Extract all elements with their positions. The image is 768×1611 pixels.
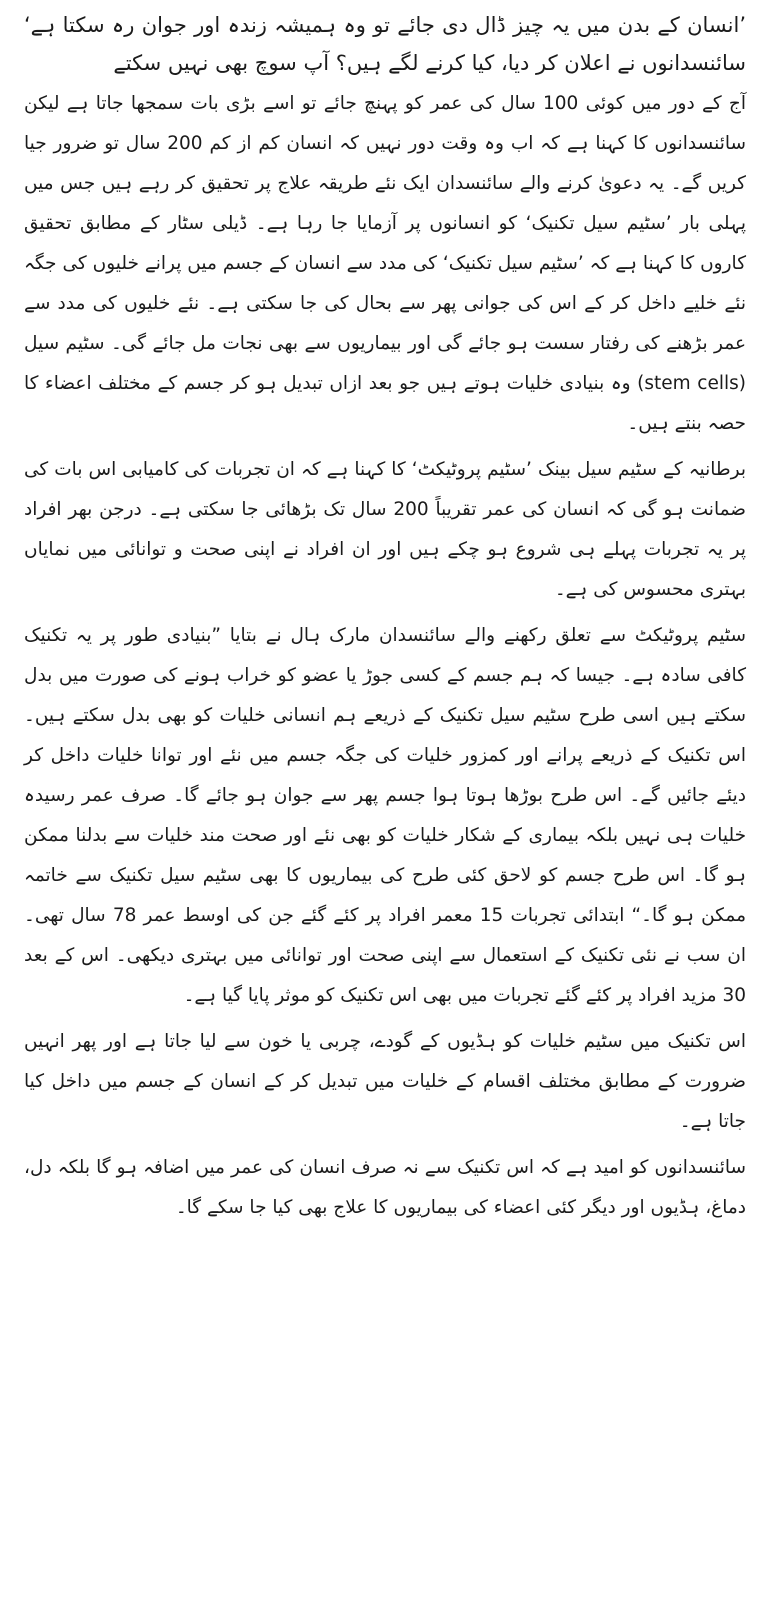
article-paragraph-4: اس تکنیک میں سٹیم خلیات کو ہڈیوں کے گودے، چربی یا خون سے لیا جاتا ہے اور پھر انہیں ضرورت کے مطابق مختلف اقسام کے خلیات میں تبدیل کر کے انسان کے جسم میں داخل کیا جاتا ہے۔	[24, 1031, 746, 1132]
article-paragraph-5: سائنسدانوں کو امید ہے کہ اس تکنیک سے نہ صرف انسان کی عمر میں اضافہ ہو گا بلکہ دل، دماغ، ہڈیوں اور دیگر کئی اعضاء کی بیماریوں کا علاج بھی کیا جا سکے گا۔	[24, 1157, 746, 1218]
article-paragraph-2: برطانیہ کے سٹیم سیل بینک ’سٹیم پروٹیکٹ‘ کا کہنا ہے کہ ان تجربات کی کامیابی اس بات کی ضمانت ہو گی کہ انسان کی عمر تقریباً 200 سال تک بڑھائی جا سکتی ہے۔ درجن بھر افراد پر یہ تجربات پہلے ہی شروع ہو چکے ہیں اور ان افراد نے اپنی صحت و توانائی میں نمایاں بہتری محسوس کی ہے۔	[24, 459, 746, 600]
article	[24, 6, 746, 1234]
article-headline: ’انسان کے بدن میں یہ چیز ڈال دی جائے تو وہ ہمیشہ زندہ اور جوان رہ سکتا ہے‘ سائنسدانوں نے اعلان کر دیا، کیا کرنے لگے ہیں؟ آپ سوچ بھی نہیں سکتے	[24, 13, 746, 75]
article-paragraph-1: آج کے دور میں کوئی 100 سال کی عمر کو پہنچ جائے تو اسے بڑی بات سمجھا جاتا ہے لیکن سائنسدانوں کا کہنا ہے کہ اب وہ وقت دور نہیں کہ انسان کم از کم 200 سال تو ضرور جیا کریں گے۔ یہ دعویٰ کرنے والے سائنسدان ایک نئے طریقہ علاج پر تحقیق کر رہے ہیں جس میں پہلی بار ’سٹیم سیل تکنیک‘ کو انسانوں پر آزمایا جا رہا ہے۔ ڈیلی سٹار کے مطابق تحقیق کاروں کا کہنا ہے کہ ’سٹیم سیل تکنیک‘ کی مدد سے انسان کے جسم میں پرانے خلیوں کی جگہ نئے خلیے داخل کر کے اس کی جوانی پھر سے بحال کی جا سکتی ہے۔ نئے خلیوں کی مدد سے عمر بڑھنے کی رفتار سست ہو جائے گی اور بیماریوں سے بھی نجات مل جائے گی۔ سٹیم سیل (stem cells) وہ بنیادی خلیات ہوتے ہیں جو بعد ازاں تبدیل ہو کر جسم کے مختلف اعضاء کا حصہ بنتے ہیں۔	[24, 93, 746, 434]
article-paragraph-3: سٹیم پروٹیکٹ سے تعلق رکھنے والے سائنسدان مارک ہال نے بتایا ”بنیادی طور پر یہ تکنیک کافی سادہ ہے۔ جیسا کہ ہم جسم کے کسی جوڑ یا عضو کو خراب ہونے کی صورت میں بدل سکتے ہیں اسی طرح سٹیم سیل تکنیک کے ذریعے ہم انسانی خلیات کو بھی بدل سکتے ہیں۔ اس تکنیک کے ذریعے پرانے اور کمزور خلیات کی جگہ جسم میں نئے اور توانا خلیات داخل کر دیئے جائیں گے۔ اس طرح بوڑھا ہوتا ہوا جسم پھر سے جوان ہو جائے گا۔ صرف عمر رسیدہ خلیات ہی نہیں بلکہ بیماری کے شکار خلیات کو بھی نئے اور صحت مند خلیات سے بدلنا ممکن ہو گا۔ اس طرح جسم کو لاحق کئی طرح کی بیماریوں کا بھی سٹیم سیل تکنیک سے خاتمہ ممکن ہو گا۔“ ابتدائی تجربات 15 معمر افراد پر کئے گئے جن کی اوسط عمر 78 سال تھی۔ ان سب نے نئی تکنیک کے استعمال سے اپنی صحت اور توانائی میں بہتری دیکھی۔ اس کے بعد 30 مزید افراد پر کئے گئے تجربات میں بھی اس تکنیک کو موثر پایا گیا ہے۔	[24, 625, 746, 1006]
